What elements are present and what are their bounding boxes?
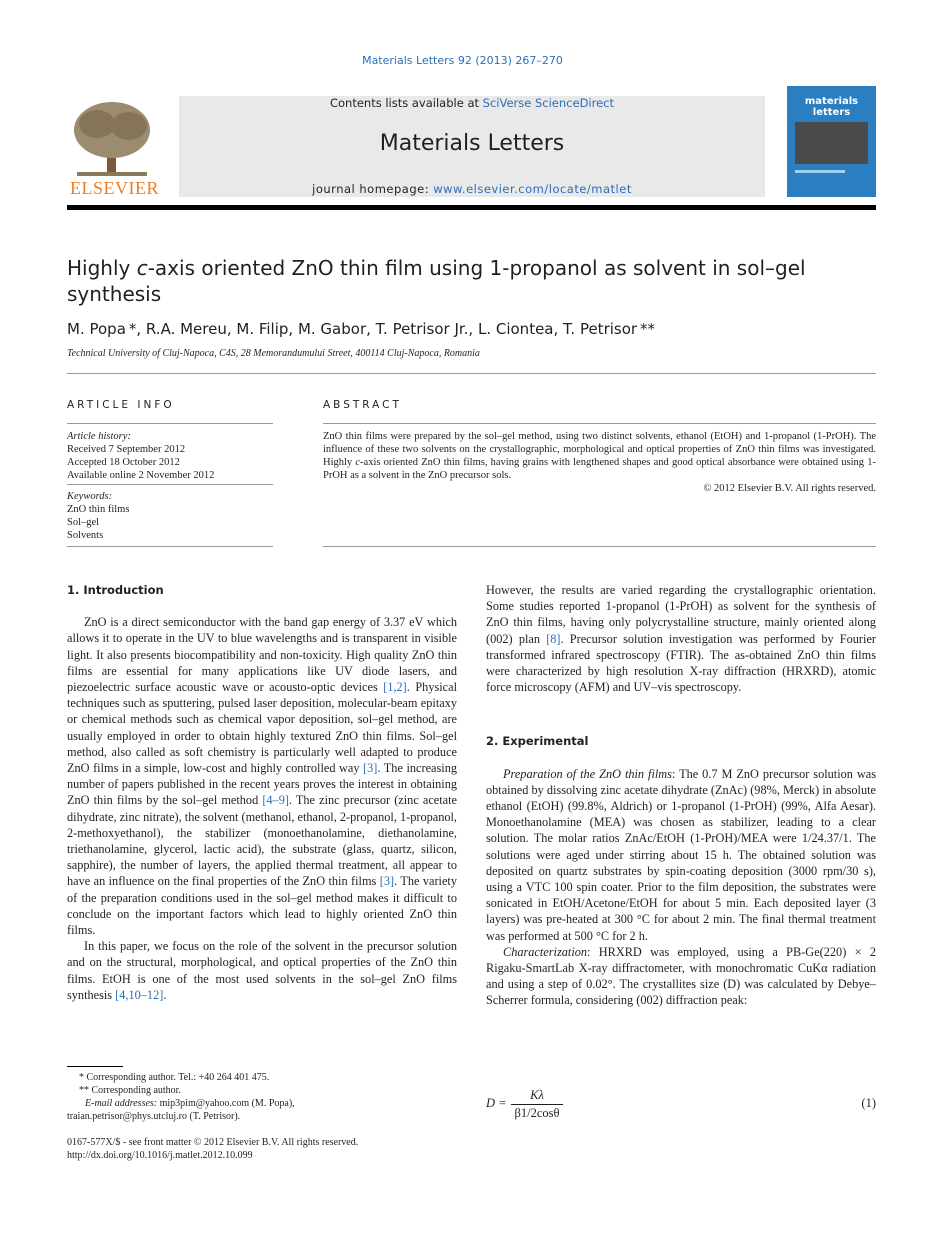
accepted-date: Accepted 18 October 2012 — [67, 457, 180, 468]
abstract-copyright: © 2012 Elsevier B.V. All rights reserved. — [703, 483, 876, 494]
homepage-prefix: journal homepage: — [312, 182, 434, 196]
keyword-item: Sol–gel — [67, 517, 100, 528]
doi-link[interactable]: http://dx.doi.org/10.1016/j.matlet.2012.10.099 — [67, 1150, 253, 1161]
affiliation: Technical University of Cluj-Napoca, C4S, 28 Memorandumului Street, 400114 Cluj-Napoca, Romania — [67, 348, 480, 359]
text-run: : The 0.7 M ZnO precursor solution was obtained by dissolving zinc acetate dihydrate (ZnAc) (98%, Merck) in absolute ethanol (EtOH) (99.8%, Aldrich) or 1-propanol (1-PrOH) (99%, Alfa Aesar). Monoethanolamine (MEA) was chosen as stabilizer, leading to a clear solution. The molar ratios ZnAc/EtOH (1-PrOH)/MEA were 1/24.37/1. The solutions were aged under stirring about 15 h. The obtained solution was deposited on quartz substrates by spin-coating deposition (3000 rpm/30 s), using a VTC 100 spin coater. Prior to the film deposition, the substrates were sonicated in EtOH/Acetone/EtOH for about 5 min. Each deposited layer (3 layers) was pre-heated at 300 °C for about 2 min. The final thermal treatment was performed at 500 °C for 2 h. — [486, 766, 876, 943]
info-rule-bottom — [67, 546, 273, 547]
author-list: M. Popa *, R.A. Mereu, M. Filip, M. Gabor, T. Petrisor Jr., L. Ciontea, T. Petrisor ** — [67, 320, 656, 338]
title-text-1: Highly — [67, 256, 137, 280]
journal-title: Materials Letters — [379, 131, 565, 156]
cover-decoration — [795, 170, 845, 173]
footnote-email-2[interactable]: traian.petrisor@phys.utcluj.ro (T. Petrisor). — [67, 1111, 241, 1122]
abstract-text — [323, 430, 876, 482]
title-text-2: -axis oriented ZnO thin film using 1-propanol as solvent in sol–gel synthesis — [67, 256, 806, 306]
journal-cover — [787, 86, 876, 197]
paragraph-label: Characterization — [503, 944, 588, 959]
cover-image — [795, 122, 868, 164]
header-rule — [67, 205, 876, 210]
experimental-paragraph-2 — [486, 944, 876, 1009]
text-run: . — [163, 987, 167, 1002]
abstract-heading: ABSTRACT — [323, 399, 402, 411]
received-date: Received 7 September 2012 — [67, 444, 186, 455]
journal-reference[interactable]: Materials Letters 92 (2013) 267–270 — [362, 54, 563, 67]
article-history — [67, 430, 273, 482]
article-info-heading: ARTICLE INFO — [67, 399, 175, 411]
citation-link[interactable]: [3] — [379, 874, 395, 889]
publisher-logo-text: ELSEVIER — [70, 178, 159, 198]
footnote-emails — [67, 1097, 457, 1110]
citation-link[interactable]: [8] — [546, 631, 561, 646]
info-rule-mid — [67, 484, 273, 485]
footnote-2: ** Corresponding author. — [79, 1085, 181, 1096]
text-run: ZnO is a direct semiconductor with the band gap energy of 3.37 eV which allows it to operate in the UV to blue wavelengths and is transparent in visible light. It also presents biocompatibility and non-toxicity. High quality ZnO thin films are essential for many applications like UV diode lasers, and piezoelectric surface acoustic wave or acousto-optic devices — [67, 615, 457, 695]
footnote-1: * Corresponding author. Tel.: +40 264 401 475. — [79, 1072, 270, 1083]
sciencedirect-link[interactable]: SciVerse ScienceDirect — [482, 96, 615, 110]
keyword-item: ZnO thin films — [67, 504, 130, 515]
text-run: . Physical techniques such as sputtering, pulsed laser deposition, molecular-beam epitaxy or chemical methods such as chemical vapor deposition, sol–gel method, are usually employed in order to obtain highly textured ZnO thin films. Sol–gel method, also called as soft chemistry is particularly well adapted to produce ZnO films in a simple, low-cost and highly controlled way — [67, 680, 457, 776]
homepage-link[interactable]: www.elsevier.com/locate/matlet — [433, 182, 632, 196]
issn-line: 0167-577X/$ - see front matter © 2012 Elsevier B.V. All rights reserved. — [67, 1137, 359, 1148]
keywords — [67, 490, 273, 542]
right-paragraph-1 — [486, 582, 876, 695]
equation-1 — [486, 1088, 876, 1124]
contents-prefix: Contents lists available at — [329, 96, 483, 110]
text-run: . The increasing number of papers published in the recent years proves the interest in obtaining ZnO thin films by the sol–gel method — [67, 761, 457, 808]
equation-lhs: D = — [486, 1096, 507, 1110]
text-run: . Precursor solution investigation was performed by Fourier transformed infrared spectroscopy (FTIR). The as-obtained ZnO thin films were characterized by high resolution X-ray diffraction (HRXRD), atomic force microscopy (AFM) and UV–vis spectroscopy. — [486, 631, 876, 695]
info-rule-top — [67, 423, 273, 424]
text-run: . The variety of the preparation conditions used in the sol–gel method makes it difficult to conclude on the important factors which lead to highly oriented ZnO thin films. — [67, 874, 457, 938]
abstract-body — [323, 430, 876, 495]
text-run: However, the results are varied regarding the crystallographic orientation. Some studies reported 1-propanol (1-PrOH) as solvent for the synthesis of ZnO thin films, having only polycrystalline structure, mainly oriented along (002) plan — [486, 583, 876, 646]
abstract-italic: c — [355, 457, 361, 468]
abstract-rule-bottom — [323, 546, 876, 547]
footnote-rule — [67, 1066, 123, 1067]
cover-title: materials letters — [804, 96, 859, 118]
citation-link[interactable]: [4–9] — [262, 793, 289, 808]
title-italic: c — [136, 256, 148, 280]
equation-number: (1) — [861, 1096, 876, 1110]
online-date: Available online 2 November 2012 — [67, 470, 215, 481]
paragraph-label: Preparation of the ZnO thin films — [503, 766, 672, 781]
intro-heading: 1. Introduction — [67, 583, 164, 597]
front-matter-info — [67, 1136, 457, 1162]
column-left — [67, 582, 457, 1003]
elsevier-logo — [67, 96, 162, 197]
text-run: . The zinc precursor (zinc acetate dihydrate, zinc nitrate), the solvent (methanol, ethanol, 2-propanol, 1-propanol, 2-methoxyethanol), the stabilizer (monoethanolamine, diethanolamine, triethanolamine, glycerol, lactic acid), the substrate (glass, quartz, silicon, sapphire), the number of layers, the applied thermal treatment, all appear to have an influence on the final properties of the ZnO thin films — [67, 793, 457, 889]
citation-link[interactable]: [3] — [363, 761, 378, 776]
text-run: In this paper, we focus on the role of the solvent in the precursor solution and on the structural, morphological, and optical properties of the ZnO thin films. EtOH is one of the most used solvents in the sol–gel ZnO films synthesis — [67, 939, 457, 1002]
text-run: : HRXRD was employed, using a PB-Ge(220) × 2 Rigaku-SmartLab X-ray diffractometer, with monochromatic CuKα radiation and using a step of 0.02°. The crystallites size (D) was calculated by Debye–Scherrer formula, considering (002) diffraction peak: — [486, 944, 876, 1008]
title-rule — [67, 373, 876, 374]
equation-numerator: Kλ — [511, 1088, 563, 1105]
article-title — [67, 255, 827, 307]
journal-homepage-line — [179, 182, 765, 196]
experimental-paragraph-1 — [486, 766, 876, 944]
abstract-text-2: -axis oriented ZnO thin films, having grains with lengthened shapes and good optical absorbance were obtained using 1-PrOH as a solvent in the ZnO precursor sols. — [323, 457, 876, 481]
abstract-text-1: ZnO thin films were prepared by the sol–gel method, using two distinct solvents, ethanol (EtOH) and 1-propanol (1-PrOH). The influence of these two solvents on the crystallographic, morphological and optical properties of ZnO thin films was investigated. Highly — [323, 431, 876, 468]
abstract-rule-top — [323, 423, 876, 424]
keyword-item: Solvents — [67, 530, 104, 541]
email-label: E-mail addresses: — [85, 1098, 158, 1109]
history-label: Article history: — [67, 431, 131, 442]
citation-link[interactable]: [4,10–12] — [115, 987, 164, 1002]
equation-denominator: β1/2cosθ — [514, 1106, 560, 1120]
experimental-heading: 2. Experimental — [486, 734, 589, 749]
intro-paragraph-2 — [67, 938, 457, 1003]
equation-fraction — [511, 1088, 563, 1121]
email-1[interactable]: mip3pim@yahoo.com (M. Popa), — [157, 1098, 295, 1109]
citation-link[interactable]: [1,2] — [383, 680, 407, 695]
contents-line — [179, 96, 765, 110]
column-right — [486, 582, 876, 1009]
footnotes — [67, 1071, 457, 1123]
intro-paragraph-1 — [67, 614, 457, 938]
keywords-label: Keywords: — [67, 491, 113, 502]
